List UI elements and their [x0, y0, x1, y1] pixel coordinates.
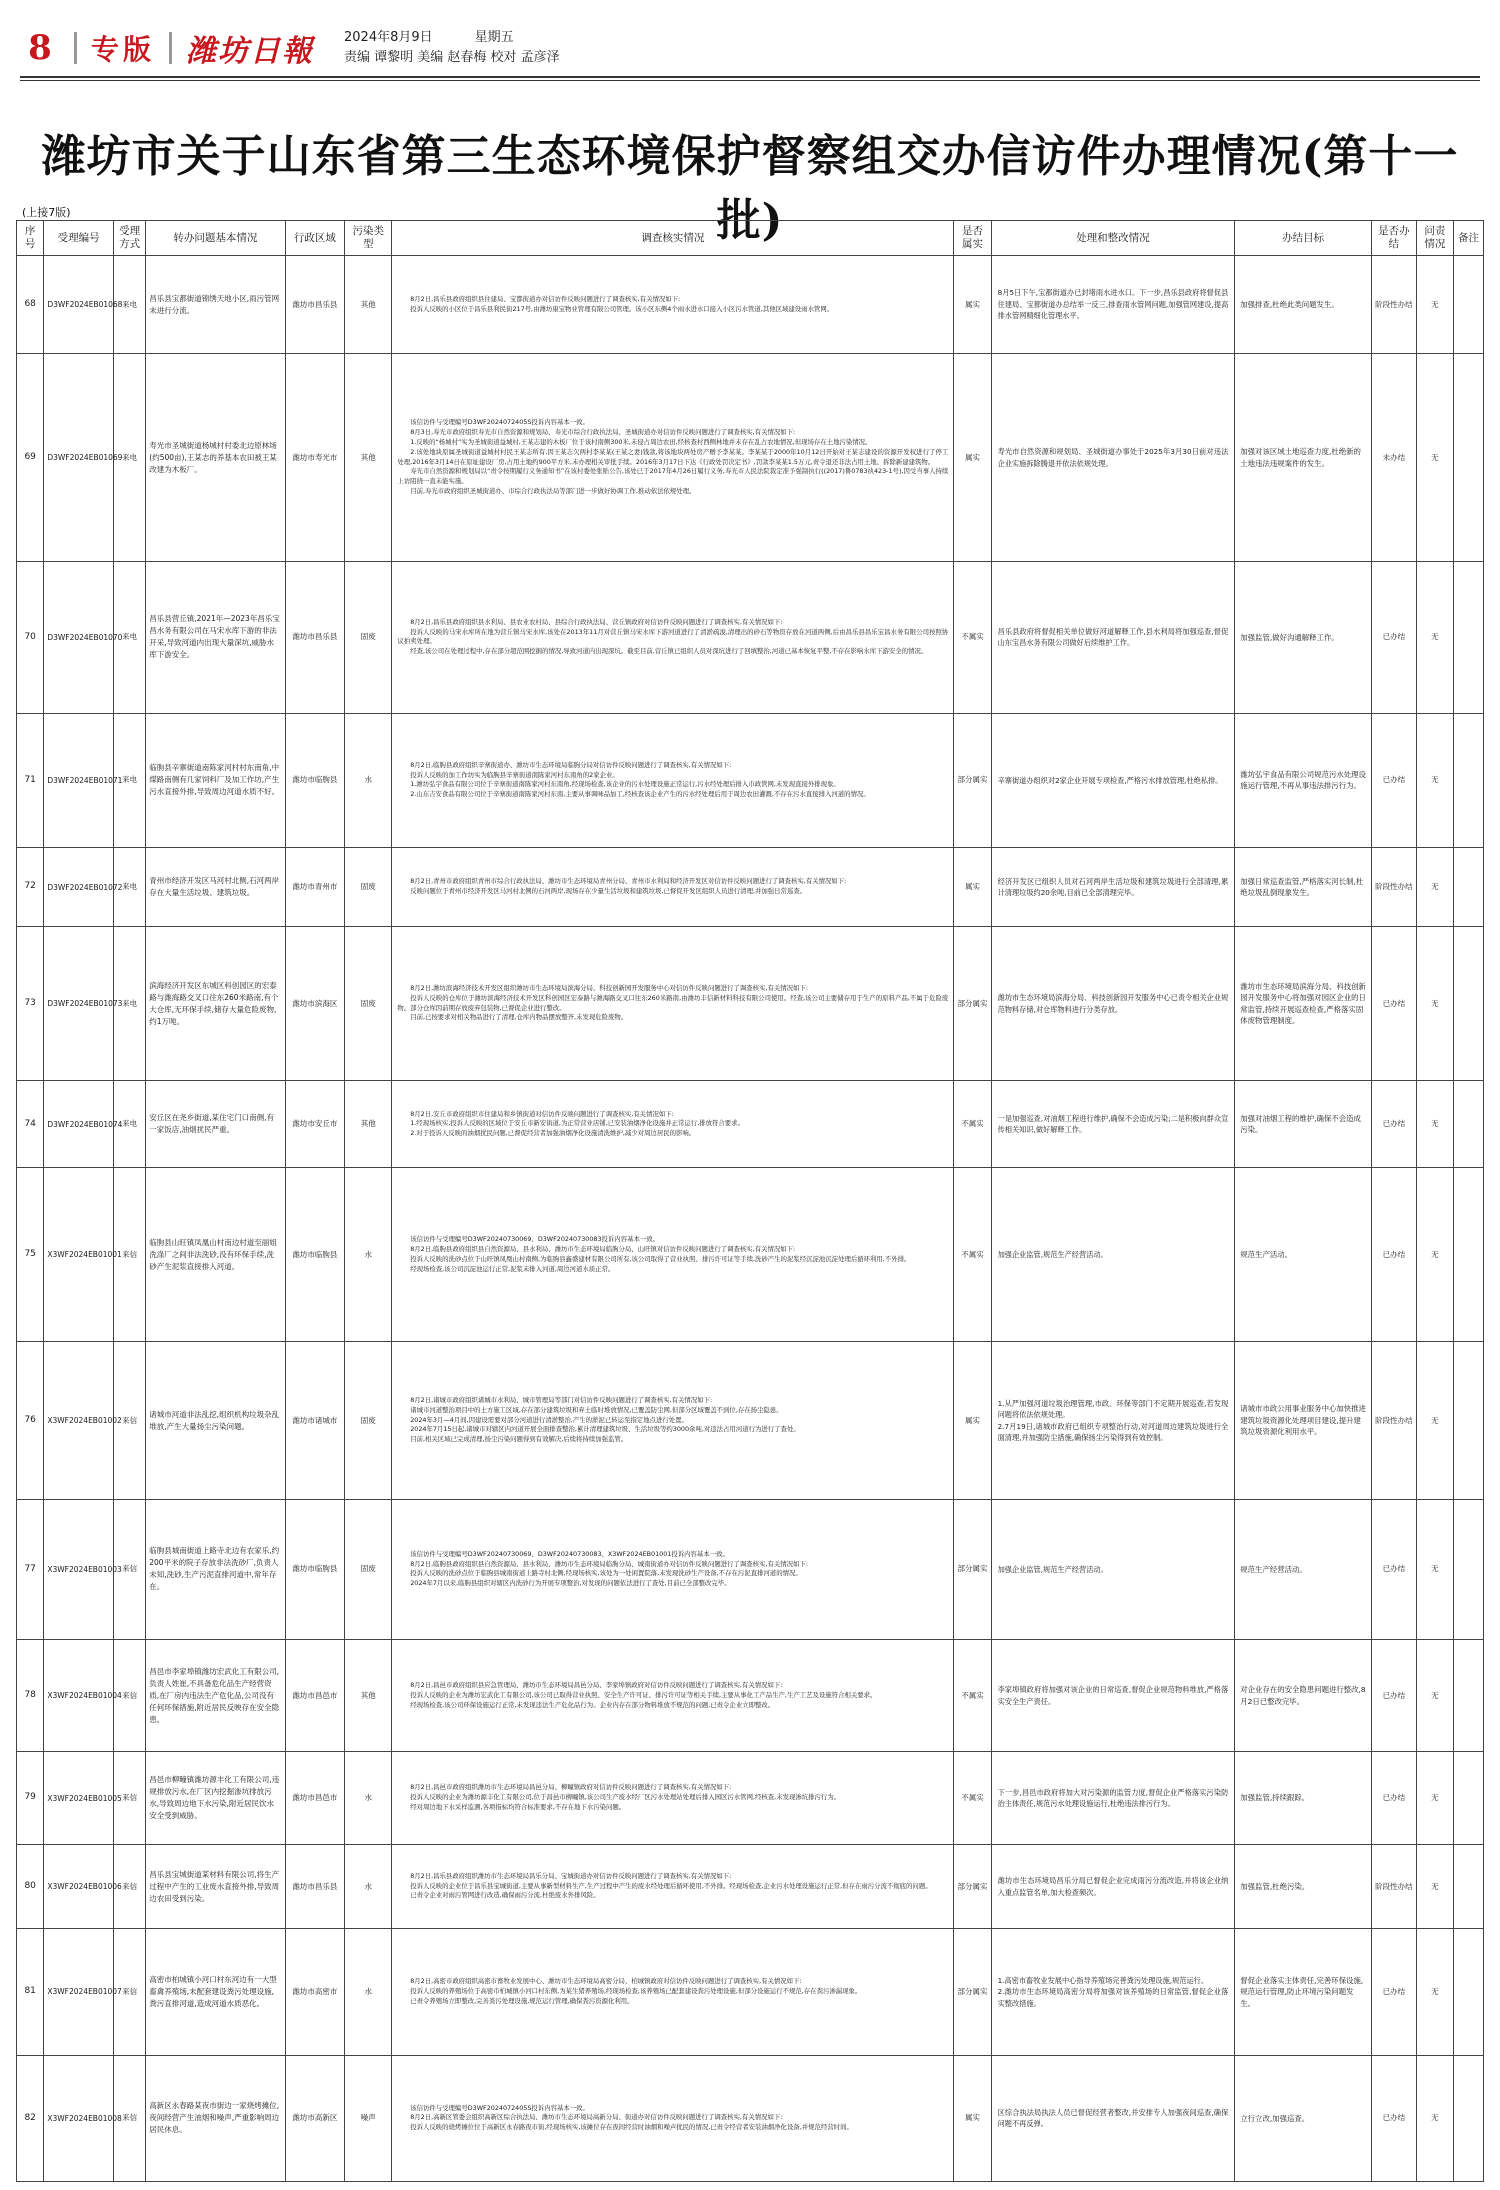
- row-number: 80: [17, 1844, 44, 1928]
- investigation-detail: [392, 1844, 954, 1928]
- row-number: 81: [17, 1929, 44, 2055]
- row-number: 76: [17, 1342, 44, 1499]
- completion-goal: 诸城市市政公用事业服务中心加快推进建筑垃圾资源化处理项目建设,提升建筑垃圾资源化利用水平。: [1235, 1342, 1372, 1499]
- table-row: [17, 2055, 1484, 2181]
- investigation-detail: [392, 926, 954, 1080]
- detail-paragraph: 8月2日,高新区管委会组织高新区综合执法局、潍坊市生态环境局高新分局、街道办对信访件反映问题进行了调查核实,有关情况如下:: [410, 2113, 783, 2122]
- detail-paragraph: 投诉人反映的企业为潍坊宏武化工有限公司,该公司已取得营业执照、安全生产许可证、排污许可证等相关手续,主要从事化工产品生产,生产工艺及设施符合相关要求。: [410, 1690, 877, 1699]
- remarks: [1454, 1168, 1484, 1342]
- detail-paragraph: 目前,相关区域已完成清理,扬尘污染问题得到有效解决,后续将持续加强监管。: [410, 1435, 628, 1444]
- pollution-type: 固废: [345, 926, 392, 1080]
- accountability: 无: [1416, 2055, 1453, 2181]
- investigation-detail: [392, 1342, 954, 1499]
- closed-status: 阶段性办结: [1372, 256, 1417, 354]
- verified-status: 不属实: [954, 562, 991, 714]
- verified-status: 属实: [954, 1342, 991, 1499]
- table-row: [17, 1929, 1484, 2055]
- row-number: 82: [17, 2055, 44, 2181]
- investigation-detail: [392, 848, 954, 927]
- pollution-type: 噪声: [345, 2055, 392, 2181]
- region: 潍坊市安丘市: [285, 1081, 345, 1168]
- remarks: [1454, 848, 1484, 927]
- issue-summary: 寿光市圣城街道杨城村村委北边原林场(约500亩),王某志的养基本农田被王某改建为木板厂。: [146, 354, 285, 562]
- remarks: [1454, 1929, 1484, 2055]
- investigation-detail: [392, 1081, 954, 1168]
- accountability: 无: [1416, 713, 1453, 848]
- closed-status: 已办结: [1372, 926, 1417, 1080]
- detail-paragraph: 8月2日,昌乐县政府组织潍坊市生态环境局昌乐分局、宝城街道办对信访件反映问题进行了调查核实,有关情况如下:: [410, 1871, 732, 1880]
- completion-goal: 加强排查,杜绝此类问题发生。: [1235, 256, 1372, 354]
- column-header: 污染类型: [345, 221, 392, 256]
- row-number: 74: [17, 1081, 44, 1168]
- closed-status: 阶段性办结: [1372, 848, 1417, 927]
- detail-paragraph: 2.该处地块原属圣城街道益城村村民王某志所有,因王某志欠两村李某某(王某之妻)钱款,将该地块两处房产赠予李某某。李某某于2000年10月12日开始对王某志建设的资源开发权进行了停工处理,2016年3月14日在原址建设厂房,占用土地约900平方米,未办理相关审批手续。2016年3月17日下达《行政处罚决定书》,罚款李某某1.5万元,责令退还非法占用土地、拆除新建建筑物。: [397, 447, 949, 466]
- region: 潍坊市昌乐县: [285, 256, 345, 354]
- detail-paragraph: 8月2日,临朐县政府组织县自然资源局、县水利局、潍坊市生态环境局临朐分局、山旺镇对信访件反映问题进行了调查核实,有关情况如下:: [410, 1245, 796, 1254]
- accountability: 无: [1416, 256, 1453, 354]
- issue-weekday: 星期五: [474, 30, 514, 45]
- acceptance-code: D3WF2024EB01073: [44, 926, 114, 1080]
- row-number: 71: [17, 713, 44, 848]
- acceptance-method: 来信: [113, 1929, 145, 2055]
- column-header: 问责情况: [1416, 221, 1453, 256]
- row-number: 70: [17, 562, 44, 714]
- acceptance-method: 来信: [113, 1640, 145, 1752]
- verified-status: 不属实: [954, 1752, 991, 1845]
- detail-paragraph: 经查,该公司在处理过程中,存在部分超范围挖掘的情况,导致河道内出现深坑。截至目前,营丘镇已组织人员对深坑进行了回填整治,河道已基本恢复平整,不存在影响水库下游安全的情况。: [410, 647, 928, 656]
- detail-paragraph: 投诉人反映的加工作坊实为临朐县辛寨街道南陈家河村东南角的2家企业。: [410, 770, 619, 779]
- acceptance-code: X3WF2024EB01004: [44, 1640, 114, 1752]
- handling-measures: 辛寨街道办组织对2家企业开展专项检查,严格污水排放管理,杜绝私排。: [991, 713, 1235, 848]
- remarks: [1454, 562, 1484, 714]
- row-number: 78: [17, 1640, 44, 1752]
- handling-measures: 区综合执法局执法人员已督促经营者整改,并安排专人加强夜间巡查,确保问题不再反弹。: [991, 2055, 1235, 2181]
- table-row: [17, 848, 1484, 927]
- detail-paragraph: 目前,寿光市政府组织圣城街道办、市综合行政执法局等部门进一步做好协调工作,推动依法依规处理。: [410, 487, 696, 496]
- column-header: 是否属实: [954, 221, 991, 256]
- pollution-type: 固废: [345, 1342, 392, 1499]
- handling-measures: 加强企业监管,规范生产经营活动。: [991, 1499, 1235, 1639]
- handling-measures: 一是加强巡查,对油烟工程进行维护,确保不会造成污染;二是积极向群众宣传相关知识,做好解释工作。: [991, 1081, 1235, 1168]
- acceptance-code: X3WF2024EB01008: [44, 2055, 114, 2181]
- completion-goal: 潍坊市生态环境局滨海分局、科技创新园开发服务中心将加强对园区企业的日常监管,持续开展巡查检查,严格落实固体废物管理制度。: [1235, 926, 1372, 1080]
- detail-paragraph: 经现场检查,该公司环保设施运行正常,未发现违法生产危化品行为。企业内存在部分物料堆放不规范的问题,已责令企业立即整改。: [410, 1700, 775, 1709]
- detail-paragraph: 该信访件与受理编号D3WF2024072405S投诉内容基本一致。: [410, 2103, 589, 2112]
- detail-paragraph: 已责令企业对雨污管网进行改造,确保雨污分流,杜绝废水外排风险。: [410, 1891, 600, 1900]
- completion-goal: 潍坊弘宇食品有限公司规范污水处理设施运行管理,不再从事违法排污行为。: [1235, 713, 1372, 848]
- row-number: 75: [17, 1168, 44, 1342]
- detail-paragraph: 2024年3月—4月间,因建设需要对部分河道进行清淤整治,产生的淤泥已转运至指定地点进行处置。: [410, 1415, 688, 1424]
- row-number: 73: [17, 926, 44, 1080]
- pollution-type: 水: [345, 713, 392, 848]
- handling-measures: 1.高密市畜牧业发展中心指导养殖场完善粪污处理设施,规范运行。 2.潍坊市生态环境局高密分局将加强对该养殖场的日常监管,督促企业落实整改措施。: [991, 1929, 1235, 2055]
- detail-paragraph: 1.反映的“杨城村”实为圣城街道益城村,王某志建的木板厂位于该村南侧300米,未侵占周边农田,经核查村西侧林地并未存在乱占农地情况,但现场存在土地污染情况。: [410, 438, 872, 447]
- detail-paragraph: 目前,已按要求对相关物品进行了清理,仓库内物品摆放整齐,未发现危险废物。: [410, 1013, 628, 1022]
- detail-paragraph: 2024年7月以来,临朐县组织对辖区内洗砂行为开展专项整治,对发现的问题依法进行了查处,目前已全部整改完毕。: [410, 1579, 731, 1588]
- table-row: [17, 1752, 1484, 1845]
- detail-paragraph: 反映问题位于青州市经济开发区马河村北侧的石河两岸,现场存在少量生活垃圾和建筑垃圾,已督促开发区组织人员进行清理,并加强日常巡查。: [410, 887, 807, 896]
- verified-status: 属实: [954, 256, 991, 354]
- table-row: [17, 256, 1484, 354]
- remarks: [1454, 1342, 1484, 1499]
- masthead-rule-thin: [20, 80, 1480, 81]
- acceptance-method: 来电: [113, 256, 145, 354]
- acceptance-code: X3WF2024EB01003: [44, 1499, 114, 1639]
- detail-paragraph: 经现场检查,该公司沉淀池运行正常,泥浆未排入河道,周边河道水质正常。: [410, 1264, 615, 1273]
- table-row: [17, 1081, 1484, 1168]
- masthead-rule: [20, 76, 1480, 78]
- acceptance-method: 来信: [113, 1499, 145, 1639]
- column-header: 转办问题基本情况: [146, 221, 285, 256]
- completion-goal: 加强日常巡查监管,严格落实河长制,杜绝垃圾乱倒现象发生。: [1235, 848, 1372, 927]
- acceptance-code: X3WF2024EB01002: [44, 1342, 114, 1499]
- column-header: 受理方式: [113, 221, 145, 256]
- closed-status: 阶段性办结: [1372, 1342, 1417, 1499]
- accountability: 无: [1416, 1342, 1453, 1499]
- masthead: [20, 26, 1480, 70]
- detail-paragraph: 8月2日,昌乐县政府组织县住建局、宝都街道办对信访件反映问题进行了调查核实,有关情况如下:: [410, 294, 681, 303]
- issue-summary: 青州市经济开发区马河村北侧,石河两岸存在大量生活垃圾、建筑垃圾。: [146, 848, 285, 927]
- issue-summary: 安丘区在尧乡街道,某住宅门口南侧,有一家饭店,油烟扰民严重。: [146, 1081, 285, 1168]
- acceptance-code: X3WF2024EB01006: [44, 1844, 114, 1928]
- acceptance-code: X3WF2024EB01005: [44, 1752, 114, 1845]
- detail-paragraph: 已责令养殖场立即整改,完善粪污处理设施,规范运行管理,确保粪污资源化利用。: [410, 1996, 634, 2005]
- row-number: 68: [17, 256, 44, 354]
- petition-table: [16, 220, 1484, 2182]
- completion-goal: 立行立改,加强巡查。: [1235, 2055, 1372, 2181]
- detail-paragraph: 8月2日,临朐县政府组织辛寨街道办、潍坊市生态环境局临朐分局对信访件反映问题进行了调查核实,有关情况如下:: [410, 760, 732, 769]
- verified-status: 属实: [954, 848, 991, 927]
- column-header: 是否办结: [1372, 221, 1417, 256]
- acceptance-method: 来信: [113, 1342, 145, 1499]
- detail-paragraph: 投诉人反映的企业位于昌乐县宝城街道,主要从事新型材料生产,生产过程中产生的废水经处理后循环使用,不外排。经现场检查,企业污水处理设施运行正常,但存在雨污分流不彻底的问题。: [410, 1881, 932, 1890]
- detail-paragraph: 2.对于投诉人反映的油烟扰民问题,已督促经营者加强油烟净化设施清洗维护,减少对周边居民的影响。: [410, 1129, 696, 1138]
- detail-paragraph: 诸城市河道整治项目中的土方施工区域,存在部分建筑垃圾和弃土临时堆放情况,已覆盖防尘网,但部分区域覆盖不到位,存在扬尘隐患。: [410, 1405, 783, 1414]
- table-row: [17, 562, 1484, 714]
- acceptance-code: X3WF2024EB01007: [44, 1929, 114, 2055]
- investigation-detail: [392, 1168, 954, 1342]
- pollution-type: 水: [345, 1752, 392, 1845]
- column-header: 调查核实情况: [392, 221, 954, 256]
- row-number: 79: [17, 1752, 44, 1845]
- column-header: 办结目标: [1235, 221, 1372, 256]
- region: 潍坊市高密市: [285, 1929, 345, 2055]
- verified-status: 属实: [954, 2055, 991, 2181]
- closed-status: 阶段性办结: [1372, 1844, 1417, 1928]
- detail-paragraph: 2.山东吉安食品有限公司位于辛寨街道南陈家河村东南,主要从事调味品加工,经核查该企业产生的污水经处理后用于周边农田灌溉,不存在污水直接排入河道的情况。: [410, 790, 870, 799]
- pollution-type: 水: [345, 1168, 392, 1342]
- verified-status: 部分属实: [954, 926, 991, 1080]
- closed-status: 已办结: [1372, 1929, 1417, 2055]
- accountability: 无: [1416, 1929, 1453, 2055]
- row-number: 69: [17, 354, 44, 562]
- section-name: 专版: [91, 33, 156, 66]
- issue-summary: 昌邑市柳疃镇潍坊源丰化工有限公司,违规排放污水,在厂区内挖掘渗坑排放污水,导致周边地下水污染,附近居民饮水安全受到威胁。: [146, 1752, 285, 1845]
- table-row: [17, 1499, 1484, 1639]
- editor-credits: 责编 谭黎明 美编 赵春梅 校对 孟彦泽: [344, 50, 560, 65]
- region: 潍坊市滨海区: [285, 926, 345, 1080]
- verified-status: 部分属实: [954, 713, 991, 848]
- detail-paragraph: 8月2日,安丘市政府组织市住建局和乡镇街道对信访件反映问题进行了调查核实,有关情况如下:: [410, 1109, 674, 1118]
- region: 潍坊市昌邑市: [285, 1640, 345, 1752]
- detail-paragraph: 投诉人反映的洗砂点位于山旺镇凤凰山村南侧,为临朐县鑫盛建材有限公司所有,该公司取得了营业执照、排污许可证等手续,洗砂产生的泥浆经沉淀池沉淀处理后循环利用,不外排。: [410, 1254, 911, 1263]
- detail-paragraph: 1.经现场核实,投诉人反映的区域位于安丘市新安街道,为正常营业店铺,已安装油烟净化设施并正常运行,排放符合要求。: [410, 1119, 744, 1128]
- handling-measures: 经济开发区已组织人员对石河两岸生活垃圾和建筑垃圾进行全部清理,累计清理垃圾约20余吨,目前已全部清理完毕。: [991, 848, 1235, 927]
- region: 潍坊市寿光市: [285, 354, 345, 562]
- accountability: 无: [1416, 926, 1453, 1080]
- detail-paragraph: 投诉人反映的养殖场位于高密市柏城镇小河口村东侧,为某生猪养殖场,经现场检查,该养殖场已配套建设粪污处理设施,但部分设施运行不规范,存在粪污渗漏现象。: [410, 1986, 862, 1995]
- page-number: 8: [28, 28, 52, 68]
- acceptance-code: D3WF2024EB01068: [44, 256, 114, 354]
- pollution-type: 其他: [345, 1640, 392, 1752]
- acceptance-code: D3WF2024EB01071: [44, 713, 114, 848]
- acceptance-code: D3WF2024EB01069: [44, 354, 114, 562]
- closed-status: 已办结: [1372, 562, 1417, 714]
- masthead-divider: [169, 32, 172, 64]
- detail-paragraph: 该信访件与受理编号D3WF2024072405S投诉内容基本一致。: [410, 418, 589, 427]
- issue-summary: 诸城市河道非法乱挖,组织机构垃圾杂乱堆放,产生大量扬尘污染问题。: [146, 1342, 285, 1499]
- pollution-type: 其他: [345, 1081, 392, 1168]
- investigation-detail: [392, 354, 954, 562]
- detail-paragraph: 该信访件与受理编号D3WF20240730069、D3WF20240730083、X3WF2024EB01001投诉内容基本一致。: [410, 1549, 729, 1558]
- detail-paragraph: 投诉人反映的仓库位于潍坊滨海经济技术开发区科创园区宏泰路与潍海路交叉口往东260米路南,由潍坊丰信新材料科技有限公司使用。经查,该公司主要储存用于生产的原料产品,不属于危险废物。部分仓库因前期存放废弃包装物,已督促企业进行整改。: [397, 993, 949, 1012]
- table-body: [17, 256, 1484, 2182]
- detail-paragraph: 经对周边地下水采样监测,各项指标均符合标准要求,不存在地下水污染问题。: [410, 1803, 626, 1812]
- verified-status: 部分属实: [954, 1844, 991, 1928]
- handling-measures: 1.从严加强河道垃圾治理管理,市政、环保等部门不定期开展巡查,若发现问题将依法依规处理。 2.7月19日,诸城市政府已组织专项整治行动,对河道周边建筑垃圾进行全面清理,并加强防尘措施,确保扬尘污染得到有效控制。: [991, 1342, 1235, 1499]
- verified-status: 属实: [954, 354, 991, 562]
- acceptance-method: 来信: [113, 1752, 145, 1845]
- investigation-detail: [392, 562, 954, 714]
- issue-summary: 昌乐县营丘镇,2021年—2023年昌乐宝昌水务有限公司在马宋水库下游的非法开采,导致河道内出现大量深坑,威胁水库下游安全。: [146, 562, 285, 714]
- detail-paragraph: 8月2日,昌邑市政府组织潍坊市生态环境局昌邑分局、柳疃镇政府对信访件反映问题进行了调查核实,有关情况如下:: [410, 1783, 732, 1792]
- issue-summary: 临朐县城南街道上路寺北边有农家乐,约200平米的院子存放非法洗砂厂,负责人未知,洗砂,生产污泥直排河道中,常年存在。: [146, 1499, 285, 1639]
- closed-status: 已办结: [1372, 1640, 1417, 1752]
- accountability: 无: [1416, 562, 1453, 714]
- issue-summary: 临朐县辛寨街道南陈家河村村东南角,中煤路南侧有几家饲料厂及加工作坊,产生污水直接外排,导致周边河道水质不好。: [146, 713, 285, 848]
- remarks: [1454, 1844, 1484, 1928]
- table-header-row: [17, 221, 1484, 256]
- region: 潍坊市昌乐县: [285, 562, 345, 714]
- closed-status: 已办结: [1372, 1081, 1417, 1168]
- detail-paragraph: 2024年7月15日起,诸城市对辖区内河道开展全面排查整治,累计清理建筑垃圾、生活垃圾等约3000余吨,对违法占用河道行为进行了查处。: [410, 1425, 800, 1434]
- headline: 潍坊市关于山东省第三生态环境保护督察组交办信访件办理情况(第十一批): [41, 131, 1459, 246]
- row-number: 72: [17, 848, 44, 927]
- accountability: 无: [1416, 848, 1453, 927]
- closed-status: 已办结: [1372, 2055, 1417, 2181]
- accountability: 无: [1416, 1752, 1453, 1845]
- completion-goal: 督促企业落实主体责任,完善环保设施,规范运行管理,防止环境污染问题发生。: [1235, 1929, 1372, 2055]
- region: 潍坊市昌乐县: [285, 1844, 345, 1928]
- verified-status: 部分属实: [954, 1499, 991, 1639]
- remarks: [1454, 1640, 1484, 1752]
- remarks: [1454, 713, 1484, 848]
- completion-goal: 加强对油烟工程的维护,确保不会造成污染。: [1235, 1081, 1372, 1168]
- column-header: 序号: [17, 221, 44, 256]
- investigation-detail: [392, 1640, 954, 1752]
- region: 潍坊市青州市: [285, 848, 345, 927]
- remarks: [1454, 1499, 1484, 1639]
- table-row: [17, 1168, 1484, 1342]
- closed-status: 已办结: [1372, 713, 1417, 848]
- detail-paragraph: 8月3日,寿光市政府组织寿光市自然资源和规划局、寿光市综合行政执法局、圣城街道办对信访件反映问题进行了调查核实,有关情况如下:: [410, 428, 796, 437]
- acceptance-method: 来信: [113, 1168, 145, 1342]
- issue-summary: 昌邑市李家埠镇潍坊宏武化工有限公司,负责人姓崔,不具备危化品生产经营资质,在厂房内违法生产危化品,公司没有任何环保措施,附近居民反映存在安全隐患。: [146, 1640, 285, 1752]
- completion-goal: 规范生产活动。: [1235, 1168, 1372, 1342]
- handling-measures: 李家埠镇政府将加强对该企业的日常巡查,督促企业规范物料堆放,严格落实安全生产责任。: [991, 1640, 1235, 1752]
- accountability: 无: [1416, 1081, 1453, 1168]
- accountability: 无: [1416, 354, 1453, 562]
- table-row: [17, 713, 1484, 848]
- issue-date: 2024年8月9日: [344, 30, 433, 45]
- region: 潍坊市临朐县: [285, 1499, 345, 1639]
- acceptance-code: X3WF2024EB01001: [44, 1168, 114, 1342]
- pollution-type: 其他: [345, 354, 392, 562]
- acceptance-code: D3WF2024EB01074: [44, 1081, 114, 1168]
- accountability: 无: [1416, 1640, 1453, 1752]
- acceptance-method: 来信: [113, 1844, 145, 1928]
- handling-measures: 8月5日下午,宝都街道办已封堵雨水进水口。下一步,昌乐县政府将督促县住建局、宝都街道办总结举一反三,排查雨水管网问题,加强管网建设,提高排水管网精细化管理水平。: [991, 256, 1235, 354]
- detail-paragraph: 该信访件与受理编号D3WF20240730069、D3WF20240730083投诉内容基本一致。: [410, 1235, 660, 1244]
- completion-goal: 加强监管,做好沟通解释工作。: [1235, 562, 1372, 714]
- handling-measures: 寿光市自然资源和规划局、圣城街道办事处于2025年3月30日前对违法企业实施拆除腾退并依法依规处理。: [991, 354, 1235, 562]
- detail-paragraph: 投诉人反映的洗砂点位于临朐县城南街道上路寺村北侧,经现场核实,该处为一处闲置院落,未发现洗砂生产设备,不存在污泥直排河道的情况。: [410, 1569, 802, 1578]
- verified-status: 不属实: [954, 1168, 991, 1342]
- handling-measures: 昌乐县政府将督促相关单位做好河道解释工作,县水利局将加强巡查,督促山东宝昌水务有限公司做好后续维护工作。: [991, 562, 1235, 714]
- verified-status: 部分属实: [954, 1929, 991, 2055]
- detail-paragraph: 8月2日,青州市政府组织青州市综合行政执法局、潍坊市生态环境局青州分局、青州市水利局和经济开发区对信访件反映问题进行了调查核实,有关情况如下:: [410, 877, 847, 886]
- detail-paragraph: 投诉人反映的企业为潍坊源丰化工有限公司,位于昌邑市柳疃镇,该公司生产废水经厂区污水处理站处理后排入园区污水管网,经核查,未发现渗坑排污行为。: [410, 1793, 841, 1802]
- region: 潍坊市诸城市: [285, 1342, 345, 1499]
- pollution-type: 其他: [345, 256, 392, 354]
- completion-goal: 规范生产经营活动。: [1235, 1499, 1372, 1639]
- completion-goal: 加强监管,杜绝污染。: [1235, 1844, 1372, 1928]
- acceptance-method: 来电: [113, 926, 145, 1080]
- closed-status: 未办结: [1372, 354, 1417, 562]
- acceptance-method: 来电: [113, 1081, 145, 1168]
- region: 潍坊市昌邑市: [285, 1752, 345, 1845]
- table-row: [17, 1640, 1484, 1752]
- acceptance-method: 来电: [113, 848, 145, 927]
- investigation-detail: [392, 1499, 954, 1639]
- pollution-type: 固废: [345, 848, 392, 927]
- accountability: 无: [1416, 1844, 1453, 1928]
- detail-paragraph: 1.潍坊弘宇食品有限公司位于辛寨街道南陈家河村东南角,经现场检查,该企业的污水处理设施正常运行,污水经处理后排入市政管网,未发现直接外排现象。: [410, 780, 840, 789]
- closed-status: 已办结: [1372, 1752, 1417, 1845]
- verified-status: 不属实: [954, 1640, 991, 1752]
- accountability: 无: [1416, 1168, 1453, 1342]
- investigation-detail: [392, 1752, 954, 1845]
- table-row: [17, 354, 1484, 562]
- issue-meta: [344, 28, 566, 68]
- masthead-divider: [74, 32, 77, 64]
- region: 潍坊市临朐县: [285, 1168, 345, 1342]
- verified-status: 不属实: [954, 1081, 991, 1168]
- detail-paragraph: 投诉人反映的马宋水库所在地为营丘镇马宋水库,该处在2013年11月对营丘镇马宋水库下游河道进行了清淤疏浚,清理出的砂石等物资存放在河道两侧,后由昌乐县昌乐宝昌水务有限公司按照协议拍卖处理。: [397, 627, 949, 646]
- column-header: 行政区域: [285, 221, 345, 256]
- closed-status: 已办结: [1372, 1168, 1417, 1342]
- completion-goal: 加强对该区域土地巡查力度,杜绝新的土地违法违规案件的发生。: [1235, 354, 1372, 562]
- detail-paragraph: 投诉人反映的小区位于昌乐县利民街217号,由潍坊康宝物业管理有限公司管理。该小区东侧4个雨水进水口接入小区污水管道,其他区域建设雨水管网。: [410, 304, 834, 313]
- issue-summary: 高新区永春路某夜市街边一家烧烤摊位,夜间经营产生油烟和噪声,严重影响周边居民休息。: [146, 2055, 285, 2181]
- detail-paragraph: 8月2日,诸城市政府组织诸城市水利局、城市管理局等部门对信访件反映问题进行了调查核实,有关情况如下:: [410, 1396, 713, 1405]
- remarks: [1454, 926, 1484, 1080]
- row-number: 77: [17, 1499, 44, 1639]
- completion-goal: 加强监管,持续跟踪。: [1235, 1752, 1372, 1845]
- completion-goal: 对企业存在的安全隐患问题进行整改,8月2日已整改完毕。: [1235, 1640, 1372, 1752]
- issue-summary: 高密市柏城镇小河口村东河边有一大型畜禽养殖场,未配套建设粪污处理设施,粪污直排河道,造成河道水质恶化。: [146, 1929, 285, 2055]
- remarks: [1454, 1081, 1484, 1168]
- acceptance-method: 来电: [113, 713, 145, 848]
- column-header: 受理编号: [44, 221, 114, 256]
- issue-summary: 昌乐县宝都街道锦绣天地小区,雨污管网未进行分流。: [146, 256, 285, 354]
- acceptance-method: 来信: [113, 2055, 145, 2181]
- detail-paragraph: 8月2日,高密市政府组织高密市畜牧业发展中心、潍坊市生态环境局高密分局、柏城镇政府对信访件反映问题进行了调查核实,有关情况如下:: [410, 1977, 802, 1986]
- remarks: [1454, 2055, 1484, 2181]
- pollution-type: 固废: [345, 562, 392, 714]
- pollution-type: 水: [345, 1844, 392, 1928]
- accountability: 无: [1416, 1499, 1453, 1639]
- column-header: 处理和整改情况: [991, 221, 1235, 256]
- region: 潍坊市高新区: [285, 2055, 345, 2181]
- detail-paragraph: 8月2日,昌邑市政府组织县应急管理局、潍坊市生态环境局昌邑分局、李家埠镇政府对信访件反映问题进行了调查核实,有关情况如下:: [410, 1681, 783, 1689]
- detail-paragraph: 8月2日,临朐县政府组织县自然资源局、县水利局、潍坊市生态环境局临朐分局、城南街道办对信访件反映问题进行了调查核实,有关情况如下:: [410, 1559, 808, 1568]
- acceptance-method: 来电: [113, 562, 145, 714]
- detail-paragraph: 寿光市自然资源和规划局以“责令按期履行义务通知书”在该村委处张贴公告,该处已于2017年4月26日履行义务,寿光市人民法院裁定准予强制执行((2017)鲁0783执423-1号),因受当事人持续上访阻挠一直未能实施。: [397, 467, 949, 486]
- investigation-detail: [392, 2055, 954, 2181]
- remarks: [1454, 354, 1484, 562]
- issue-summary: 滨海经济开发区东城区科创园区的宏泰路与潍海路交叉口往东260米路南,有个大仓库,无环保手续,储存大量危险废物,约1万吨。: [146, 926, 285, 1080]
- investigation-detail: [392, 713, 954, 848]
- acceptance-code: D3WF2024EB01072: [44, 848, 114, 927]
- table-row: [17, 926, 1484, 1080]
- column-header: 备注: [1454, 221, 1484, 256]
- pollution-type: 固废: [345, 1499, 392, 1639]
- closed-status: 已办结: [1372, 1499, 1417, 1639]
- pollution-type: 水: [345, 1929, 392, 2055]
- handling-measures: 加强企业监管,规范生产经营活动。: [991, 1168, 1235, 1342]
- continued-note: (上接7版): [22, 206, 71, 219]
- handling-measures: 下一步,昌邑市政府将加大对污染源的监管力度,督促企业严格落实污染防治主体责任,规范污水处理设施运行,杜绝违法排污行为。: [991, 1752, 1235, 1845]
- acceptance-method: 来电: [113, 354, 145, 562]
- issue-summary: 临朐县山旺镇凤凰山村南边村道至丽姐洗涤厂之间非法洗砂,没有环保手续,洗砂产生泥浆直接排入河道。: [146, 1168, 285, 1342]
- acceptance-code: D3WF2024EB01070: [44, 562, 114, 714]
- remarks: [1454, 256, 1484, 354]
- detail-paragraph: 8月2日,昌乐县政府组织县水利局、县农业农村局、县综合行政执法局、营丘镇政府对信访件反映问题进行了调查核实,有关情况如下:: [410, 617, 783, 626]
- detail-paragraph: 投诉人反映的烧烤摊位位于高新区永春路夜市街,经现场核实,该摊位存在夜间经营时油烟和噪声扰民的情况,已责令经营者安装油烟净化设备,并规范经营时间。: [410, 2123, 853, 2132]
- table-row: [17, 1844, 1484, 1928]
- table-row: [17, 1342, 1484, 1499]
- remarks: [1454, 1752, 1484, 1845]
- detail-paragraph: 8月2日,潍坊滨海经济技术开发区组织潍坊市生态环境局滨海分局、科技创新园开发服务中心对信访件反映问题进行了调查核实,有关情况如下:: [410, 984, 808, 993]
- investigation-detail: [392, 256, 954, 354]
- issue-summary: 昌乐县宝城街道某材料有限公司,将生产过程中产生的工业废水直接外排,导致周边农田受到污染。: [146, 1844, 285, 1928]
- handling-measures: 潍坊市生态环境局昌乐分局已督促企业完成雨污分流改造,并将该企业纳入重点监管名单,加大检查频次。: [991, 1844, 1235, 1928]
- handling-measures: 潍坊市生态环境局滨海分局、科技创新园开发服务中心已责令相关企业规范物料存储,对仓库物料进行分类存放。: [991, 926, 1235, 1080]
- newspaper-logo: 潍坊日報: [186, 34, 315, 69]
- investigation-detail: [392, 1929, 954, 2055]
- region: 潍坊市临朐县: [285, 713, 345, 848]
